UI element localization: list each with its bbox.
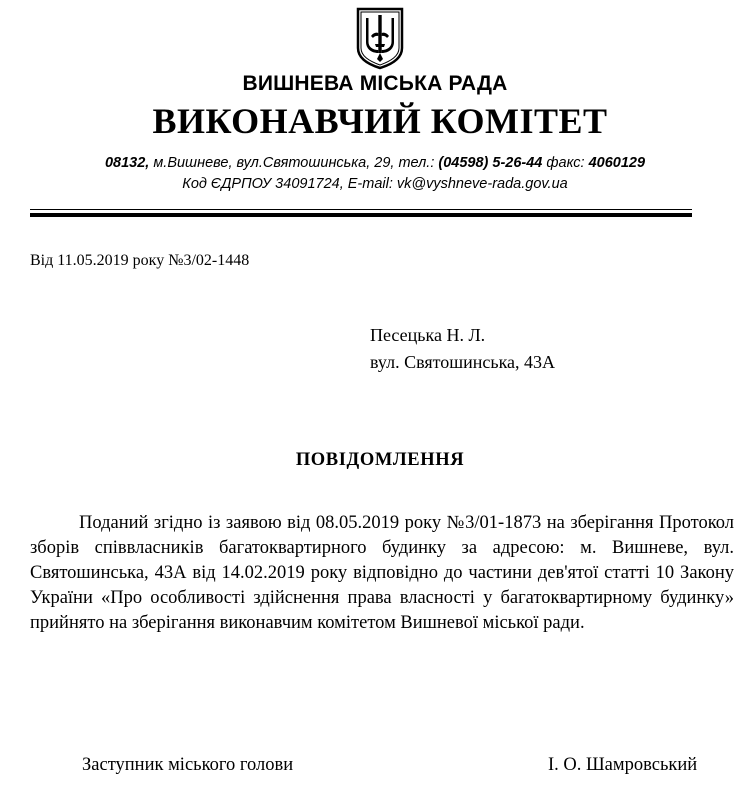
recipient-block [370,322,555,376]
notice-title: ПОВІДОМЛЕННЯ [295,450,465,470]
trident-emblem-icon [355,6,405,70]
registry-line: Код ЄДРПОУ 34091724, E-mail: vk@vyshneve-rada.gov.ua [182,176,568,192]
council-name: ВИШНЕВА МІСЬКА РАДА [242,72,508,95]
fax-number: 4060129 [588,155,646,171]
address-line [0,155,750,171]
phone-number: (04598) 5-26-44 [438,155,543,171]
header-divider-thin [30,209,692,210]
committee-name: ВИКОНАВЧИЙ КОМІТЕТ [152,101,608,141]
postcode: 08132, [104,155,150,171]
recipient-address: вул. Святошинська, 43А [370,352,556,372]
street-address: м.Вишневе, вул.Святошинська, 29, тел.: [149,155,439,171]
header-divider-thick [30,213,692,217]
fax-label: факс: [542,155,589,171]
signatory-name: І. О. Шамровський [548,755,698,775]
notice-body: Поданий згідно із заявою від 08.05.2019 року №3/01-1873 на зберігання Протокол зборів співвласників багатоквартирного будинку за адресою: м. Вишневе, вул. Святошинська, 43А від 14.02.2019 року відповідно до частини дев'ятої статті 10 Закону України «Про особливості здійснення права власності у багатоквартирному будинку» прийнято на зберігання виконавчим комітетом Вишневої міської ради. [30,513,734,633]
signatory-position: Заступник міського голови [82,755,294,775]
document-reference: Від 11.05.2019 року №3/02-1448 [30,252,250,269]
recipient-name: Песецька Н. Л. [370,325,486,345]
